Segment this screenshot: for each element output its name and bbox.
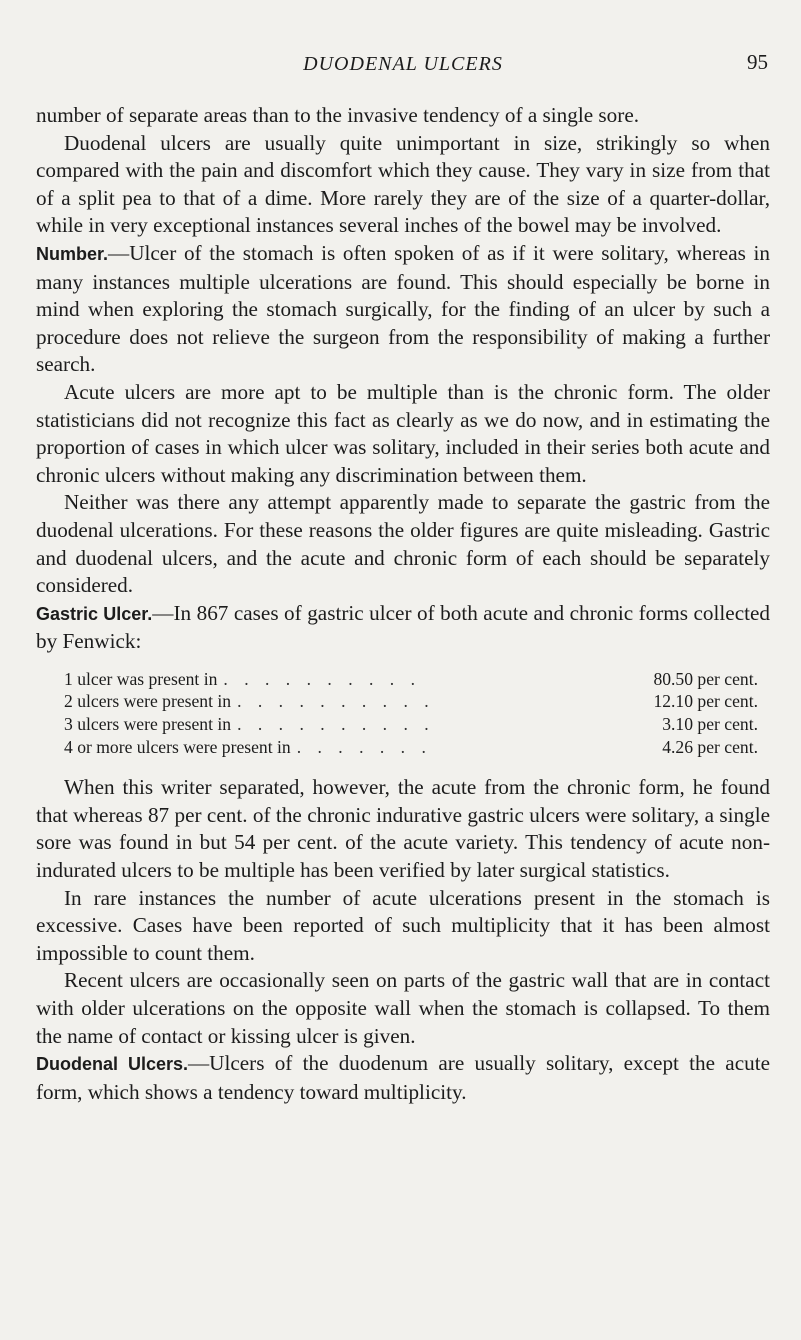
statistics-row [64, 713, 758, 736]
paragraph [36, 967, 770, 1050]
paragraph [36, 130, 770, 240]
running-head-title: DUODENAL ULCERS [303, 53, 503, 75]
statistics-label: 1 ulcer was present in [64, 668, 218, 689]
paragraph-text: Duodenal ulcers are usually quite unimportant in size, strikingly so when compared with the pain and discomfort which they cause. They vary in size from that of a split pea to that of a dime. More rarely they are of the size of a quarter-dollar, while in very exceptional instances several inches of the bowel may be involved. [36, 130, 770, 238]
run-in-heading: Duodenal Ulcers. [36, 1054, 188, 1075]
statistics-label: 4 or more ulcers were present in [64, 736, 291, 757]
paragraph [36, 774, 770, 884]
statistics-label: 3 ulcers were present in [64, 714, 232, 735]
leader-dots: . . . . . . . . . . [223, 668, 421, 689]
statistics-row [64, 736, 758, 759]
statistics-row [64, 668, 758, 691]
body-text [36, 102, 770, 1106]
statistics-value: 4.26 per cent. [662, 736, 758, 757]
statistics-label: 2 ulcers were present in [64, 691, 232, 712]
leader-dots: . . . . . . . . . . [237, 691, 435, 712]
paragraph [36, 600, 770, 656]
paragraph-text: —In 867 cases of gastric ulcer of both acute and chronic forms collected by Fenwick: [36, 600, 770, 654]
paragraph [36, 1050, 770, 1106]
paragraph-text: Acute ulcers are more apt to be multiple than is the chronic form. The older statisticians did not recognize this fact as clearly as we do now, and in estimating the proportion of cases in which ulcer was solitary, included in their series both acute and chronic ulcers without making any discrimination between them. [36, 379, 770, 487]
paragraph [36, 489, 770, 599]
page-number: 95 [747, 50, 768, 74]
statistics-table [36, 668, 770, 758]
running-head [36, 0, 770, 74]
paragraph-text: Neither was there any attempt apparently made to separate the gastric from the duodenal ulcerations. For these reasons the older figures are quite misleading. Gastric and duodenal ulcers, and the acute and chronic form of each should be separately considered. [36, 490, 770, 598]
leader-dots: . . . . . . . [296, 736, 432, 757]
paragraph-text: —Ulcer of the stomach is often spoken of as if it were solitary, whereas in many instances multiple ulcerations are found. This should especially be borne in mind when exploring the stomach surgically, for the finding of an ulcer by such a procedure does not relieve the surgeon from the responsibility of making a further search. [36, 240, 770, 377]
statistics-value: 80.50 per cent. [653, 668, 758, 689]
paragraph [36, 379, 770, 489]
statistics-row [64, 690, 758, 713]
paragraphs-after [36, 774, 770, 1106]
run-in-heading: Number. [36, 243, 109, 264]
paragraph [36, 102, 770, 130]
paragraph-text: number of separate areas than to the invasive tendency of a single sore. [36, 103, 640, 127]
book-page [36, 0, 770, 1106]
paragraph [36, 885, 770, 968]
paragraph-text: Recent ulcers are occasionally seen on parts of the gastric wall that are in contact with older ulcerations on the opposite wall when the stomach is collapsed. To them the name of contact or kissing ulcer is given. [36, 968, 770, 1048]
paragraph [36, 240, 770, 379]
run-in-heading: Gastric Ulcer. [36, 603, 153, 624]
statistics-value: 12.10 per cent. [653, 691, 758, 712]
paragraphs-before [36, 102, 770, 656]
leader-dots: . . . . . . . . . . [237, 714, 435, 735]
paragraph-text: When this writer separated, however, the acute from the chronic form, he found that whereas 87 per cent. of the chronic indurative gastric ulcers were solitary, a single sore was found in but 54 per cent. of the acute variety. This tendency of acute non-indurated ulcers to be multiple has been verified by later surgical statistics. [36, 775, 770, 883]
statistics-value: 3.10 per cent. [662, 714, 758, 735]
paragraph-text: In rare instances the number of acute ulcerations present in the stomach is excessive. Cases have been reported of such multiplicity that it has been almost impossible to count them. [36, 885, 770, 965]
paragraph-text: —Ulcers of the duodenum are usually solitary, except the acute form, which shows a tendency toward multiplicity. [36, 1051, 770, 1104]
